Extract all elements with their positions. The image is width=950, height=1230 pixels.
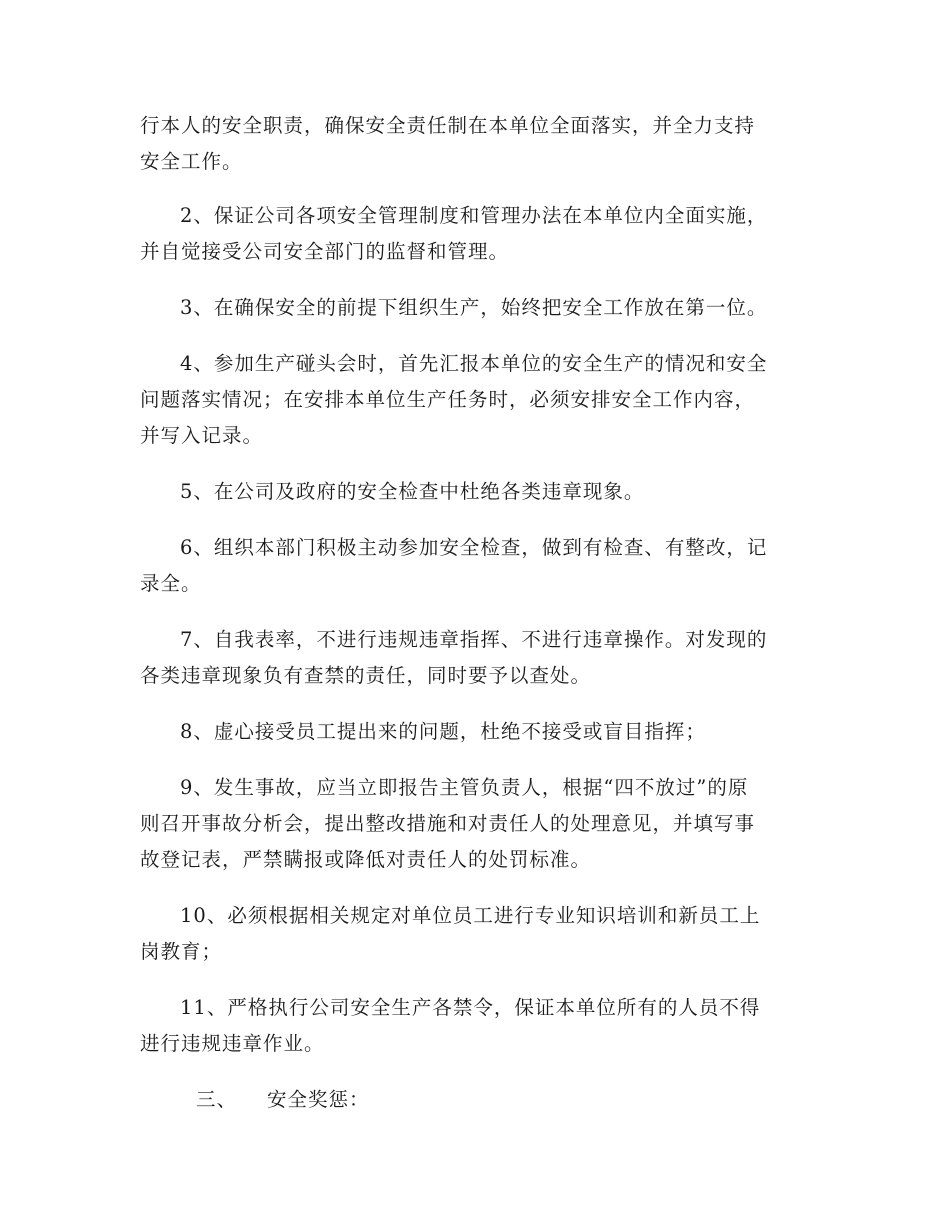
section-heading-number: 三、 — [196, 1088, 238, 1111]
paragraph-item-8 — [140, 714, 810, 750]
paragraph-item-2 — [140, 198, 810, 270]
paragraph-line: 4、参加生产碰头会时，首先汇报本单位的安全生产的情况和安全 — [180, 352, 768, 375]
paragraph-line: 11、严格执行公司安全生产各禁令，保证本单位所有的人员不得 — [180, 996, 761, 1019]
section-heading — [140, 1082, 810, 1118]
paragraph-line: 进行违规违章作业。 — [140, 1032, 325, 1055]
paragraph-line: 问题落实情况；在安排本单位生产任务时，必须安排安全工作内容， — [140, 388, 756, 411]
paragraph-item-5 — [140, 474, 810, 510]
paragraph-item-7 — [140, 622, 810, 694]
paragraph-line: 6、组织本部门积极主动参加安全检查，做到有检查、有整改，记 — [180, 536, 768, 559]
paragraph-line: 7、自我表率，不进行违规违章指挥、不进行违章操作。对发现的 — [180, 628, 768, 651]
paragraph-line: 8、虚心接受员工提出来的问题，杜绝不接受或盲目指挥； — [180, 720, 706, 743]
paragraph-item-3 — [140, 290, 810, 326]
paragraph-line: 录全。 — [140, 572, 202, 595]
paragraph-line: 10、必须根据相关规定对单位员工进行专业知识培训和新员工上 — [180, 904, 761, 927]
document-page — [140, 108, 810, 1118]
paragraph-continuation — [140, 108, 810, 180]
paragraph-line: 3、在确保安全的前提下组织生产，始终把安全工作放在第一位。 — [180, 296, 768, 319]
paragraph-line: 则召开事故分析会，提出整改措施和对责任人的处理意见，并填写事 — [140, 812, 756, 835]
paragraph-line: 行本人的安全职责，确保安全责任制在本单位全面落实，并全力支持 — [140, 114, 756, 137]
paragraph-line: 岗教育； — [140, 940, 223, 963]
paragraph-line: 各类违章现象负有查禁的责任，同时要予以查处。 — [140, 664, 592, 687]
section-heading-title: 安全奖惩： — [267, 1088, 370, 1111]
paragraph-line: 并写入记录。 — [140, 424, 264, 447]
paragraph-line: 2、保证公司各项安全管理制度和管理办法在本单位内全面实施， — [180, 204, 768, 227]
paragraph-line: 并自觉接受公司安全部门的监督和管理。 — [140, 240, 510, 263]
paragraph-line: 故登记表，严禁瞒报或降低对责任人的处罚标准。 — [140, 848, 592, 871]
paragraph-line: 安全工作。 — [140, 150, 243, 173]
paragraph-item-11 — [140, 990, 810, 1062]
paragraph-line: 5、在公司及政府的安全检查中杜绝各类违章现象。 — [180, 480, 645, 503]
paragraph-item-9 — [140, 770, 810, 878]
paragraph-item-10 — [140, 898, 810, 970]
paragraph-item-6 — [140, 530, 810, 602]
paragraph-item-4 — [140, 346, 810, 454]
paragraph-line: 9、发生事故，应当立即报告主管负责人，根据“四不放过”的原 — [180, 776, 749, 799]
